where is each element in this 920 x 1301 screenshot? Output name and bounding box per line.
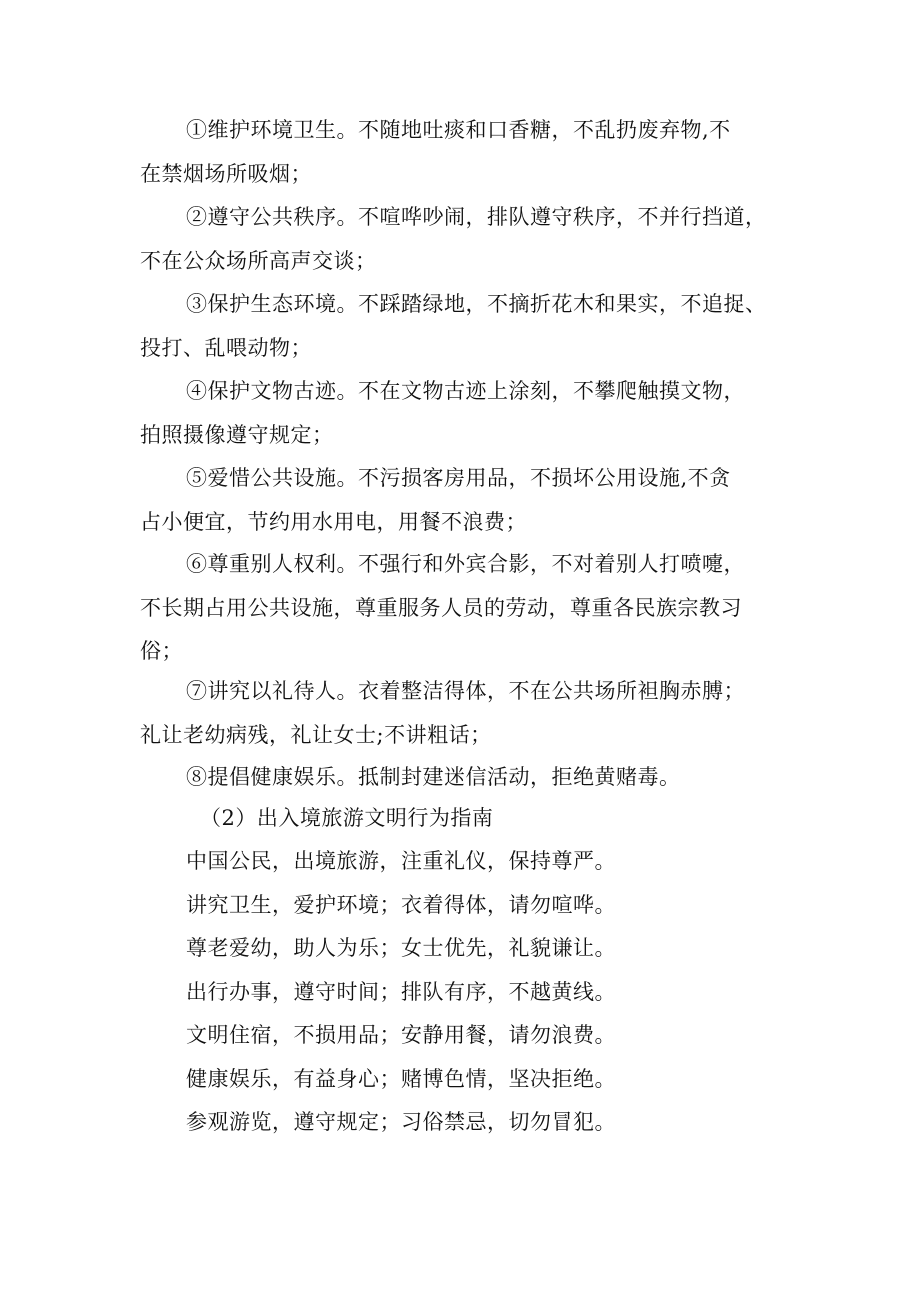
rule-item-4 bbox=[140, 370, 800, 457]
rule-line: 在禁烟场所吸烟； bbox=[140, 161, 312, 186]
rule-line: ③保护生态环境。不踩踏绿地，不摘折花木和果实，不追捉、 bbox=[186, 292, 767, 316]
rule-line: ⑥尊重别人权利。不强行和外宾合影，不对着别人打喷嚏， bbox=[186, 552, 745, 576]
rule-item-8 bbox=[140, 756, 800, 800]
rule-line: 占小便宜，节约用水用电，用餐不浪费； bbox=[140, 509, 527, 534]
rule-line: ④保护文物古迹。不在文物古迹上涂刻，不攀爬触摸文物， bbox=[186, 379, 745, 403]
rule-line: 投打、乱喂动物； bbox=[140, 335, 312, 360]
rule-item-5 bbox=[140, 457, 800, 544]
rule-line: 不长期占用公共设施，尊重服务人员的劳动，尊重各民族宗教习 bbox=[140, 595, 742, 620]
rule-line: ⑤爱惜公共设施。不污损客房用品，不损坏公用设施,不贪 bbox=[186, 466, 731, 490]
guideline-line: 出行办事，遵守时间；排队有序，不越黄线。 bbox=[186, 979, 616, 1004]
guideline-verses bbox=[186, 840, 616, 1145]
rule-line: ⑧提倡健康娱乐。抵制封建迷信活动，拒绝黄赌毒。 bbox=[186, 765, 681, 789]
rule-item-6 bbox=[140, 543, 800, 674]
rule-item-2 bbox=[140, 196, 800, 283]
rule-line: ②遵守公共秩序。不喧哗吵闹，排队遵守秩序，不并行挡道， bbox=[186, 205, 767, 229]
rule-line: 俗； bbox=[140, 639, 183, 663]
guideline-line: 讲究卫生，爱护环境；衣着得体，请勿喧哗。 bbox=[186, 892, 616, 917]
guideline-line: 尊老爱幼，助人为乐；女士优先，礼貌谦让。 bbox=[186, 936, 616, 960]
rule-line: ⑦讲究以礼待人。衣着整洁得体，不在公共场所袒胸赤膊； bbox=[186, 679, 745, 703]
section-subheading: （2）出入境旅游文明行为指南 bbox=[200, 806, 494, 830]
guideline-line: 参观游览，遵守规定；习俗禁忌，切勿冒犯。 bbox=[186, 1110, 616, 1134]
guideline-line: 健康娱乐，有益身心；赌博色情，坚决拒绝。 bbox=[186, 1066, 616, 1091]
guideline-line: 中国公民，出境旅游，注重礼仪，保持尊严。 bbox=[186, 849, 616, 873]
rule-item-7 bbox=[140, 670, 800, 757]
rule-line: ①维护环境卫生。不随地吐痰和口香糖，不乱扔废弃物,不 bbox=[186, 118, 731, 142]
rule-item-3 bbox=[140, 283, 800, 370]
guideline-line: 文明住宿，不损用品；安静用餐，请勿浪费。 bbox=[186, 1023, 616, 1047]
rule-item-1 bbox=[140, 109, 800, 196]
rule-line: 不在公众场所高声交谈； bbox=[140, 248, 377, 273]
rule-line: 礼让老幼病残，礼让女士;不讲粗话； bbox=[140, 722, 492, 747]
rule-line: 拍照摄像遵守规定； bbox=[140, 422, 334, 447]
